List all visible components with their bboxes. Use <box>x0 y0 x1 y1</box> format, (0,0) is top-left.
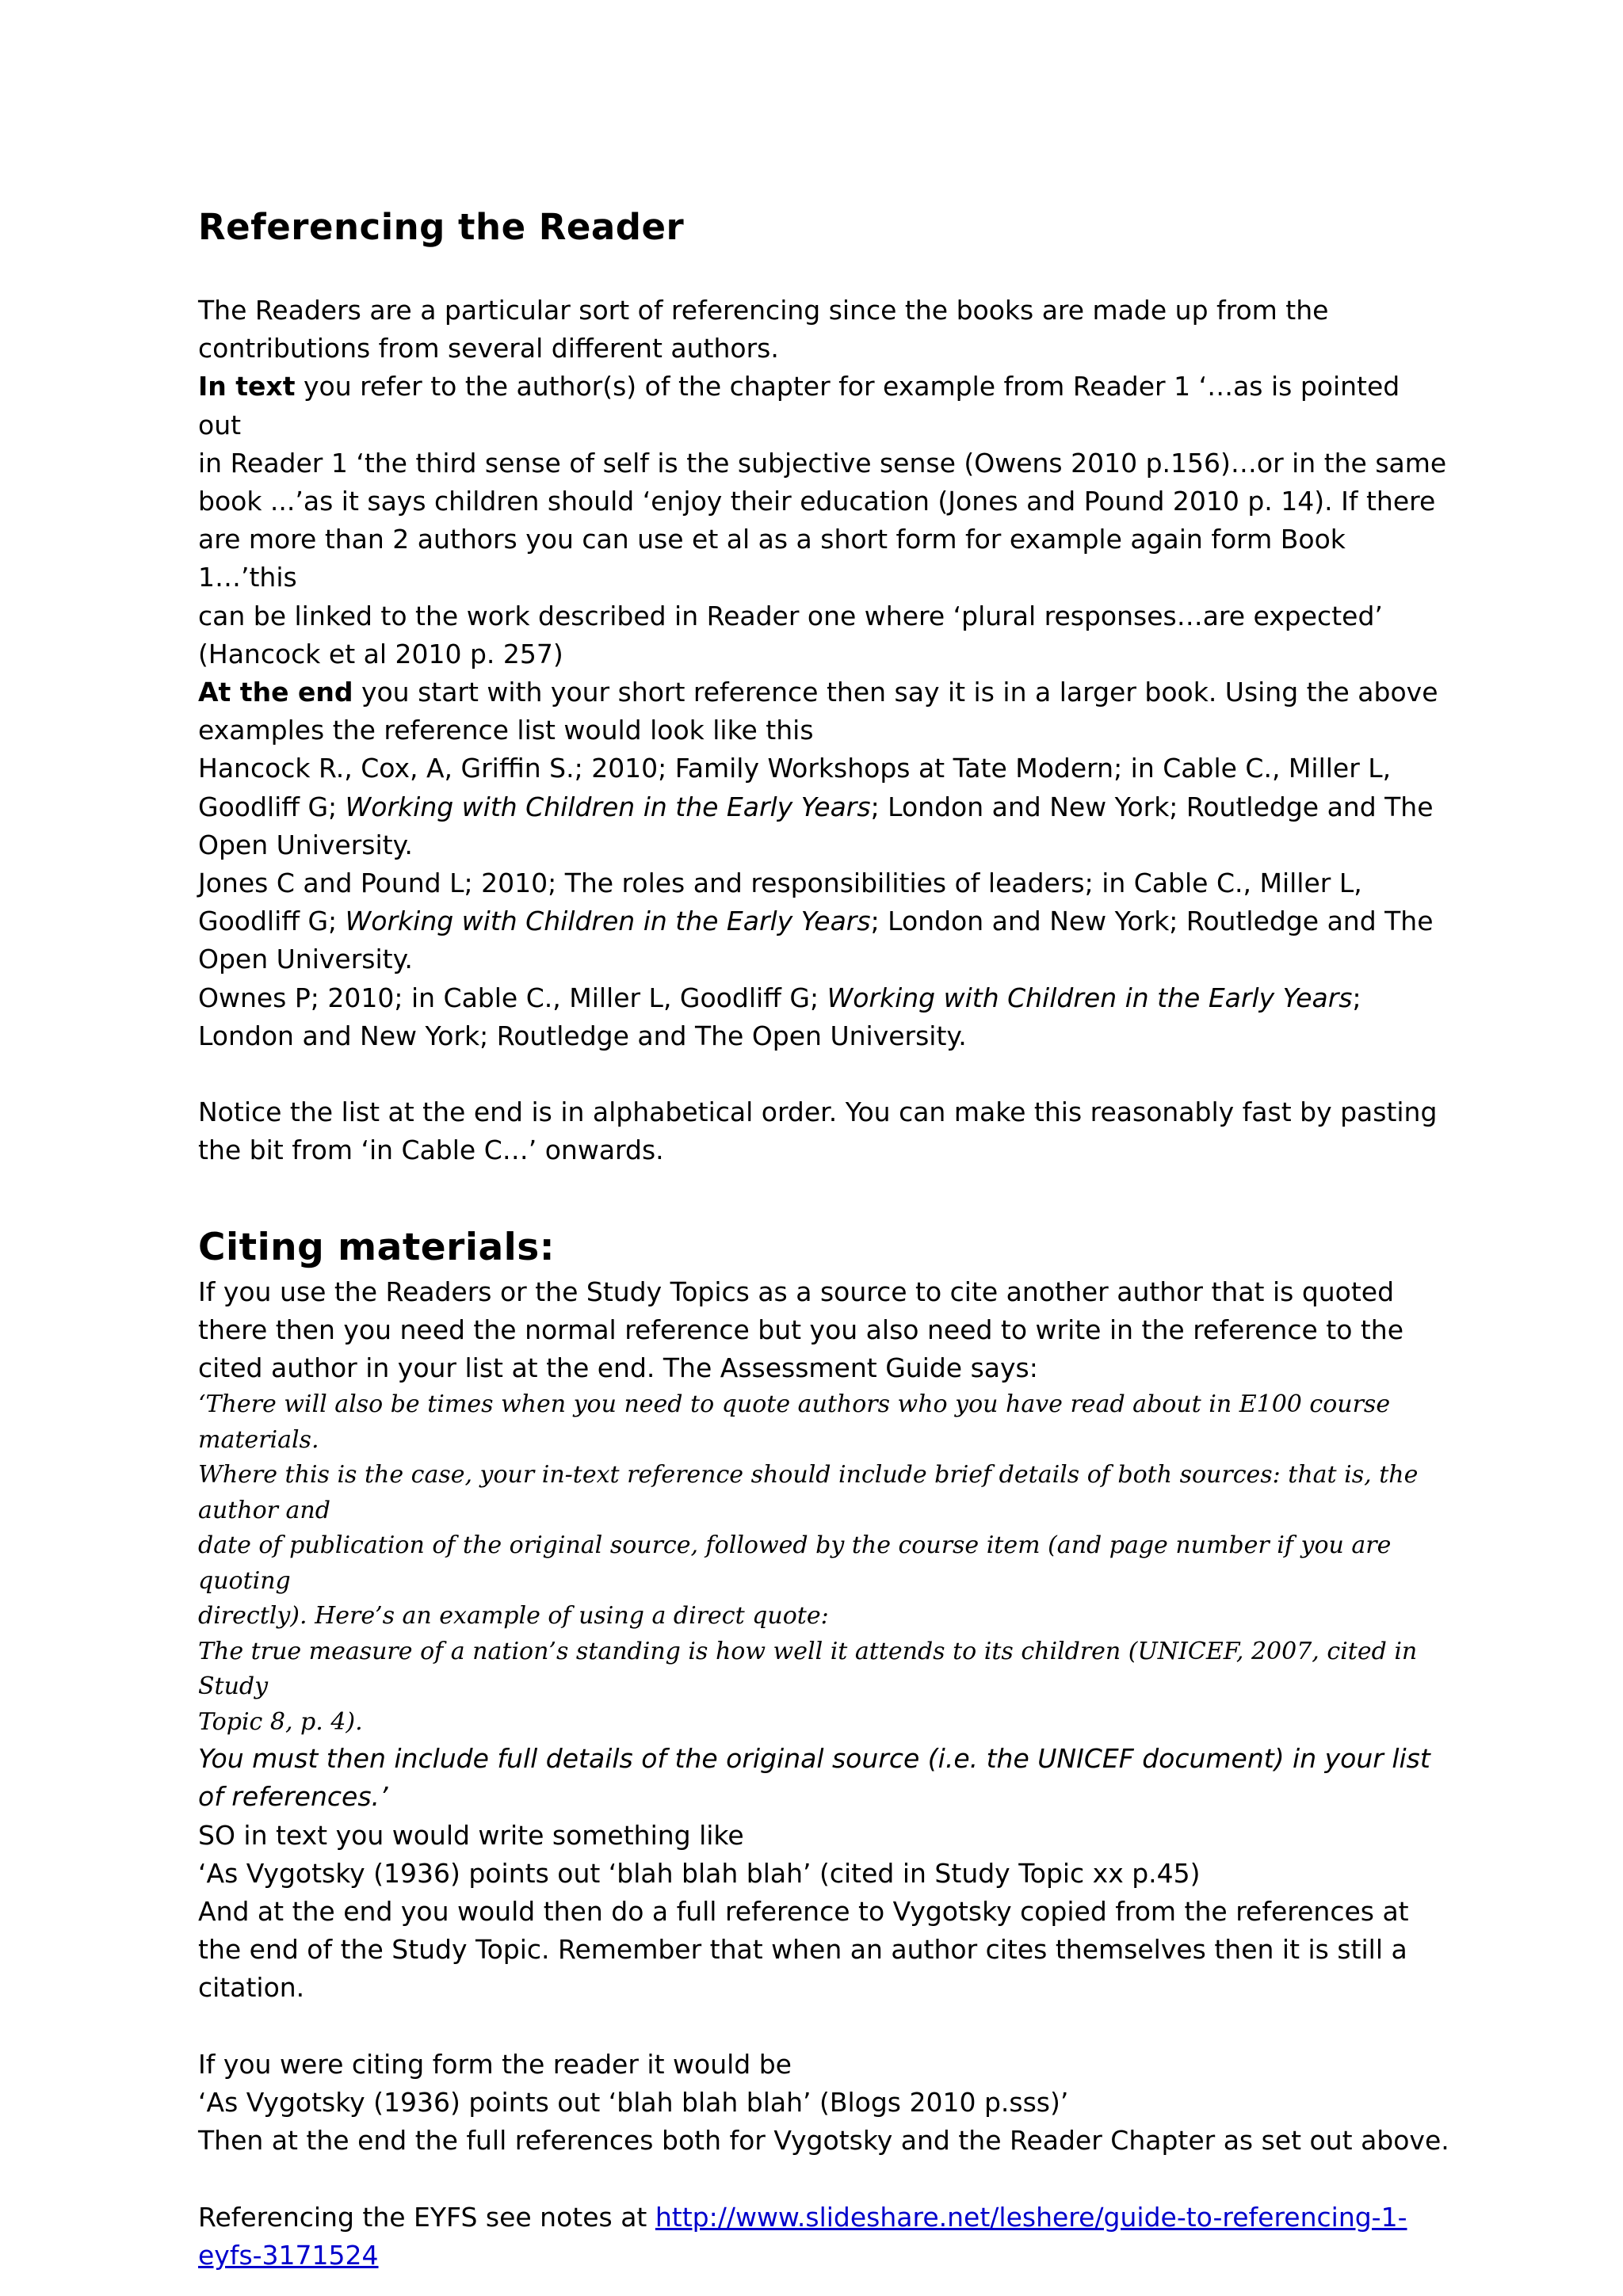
reference-book-title: Working with Children in the Early Years <box>827 982 1353 1013</box>
reference-hancock-line: Hancock R., Cox, A, Griffin S.; 2010; Family Workshops at Tate Modern; in Cable C., Miller L, <box>198 753 1392 784</box>
example-line: SO in text you would write something like <box>198 1819 744 1851</box>
in-text-label: In text <box>198 371 296 402</box>
heading-citing-materials: Citing materials: <box>198 1225 556 1269</box>
citing-intro-line: If you use the Readers or the Study Topics as a source to cite another author that is quoted <box>198 1276 1395 1307</box>
assessment-guide-quote-line: The true measure of a nation’s standing is how well it attends to its children (UNICEF, 2007, cited in Study <box>198 1637 1418 1701</box>
reader-cite-line: ‘As Vygotsky (1936) points out ‘blah blah blah’ (Blogs 2010 p.sss)’ <box>198 2087 1069 2119</box>
reference-publisher: ; London and New York; Routledge and The <box>870 791 1434 822</box>
reference-authors: Goodliff G; <box>198 791 346 822</box>
reference-book-title: Working with Children in the Early Years <box>345 791 871 822</box>
quote-italic-line: You must then include full details of the original source (i.e. the UNICEF document) in your list <box>198 1743 1430 1775</box>
reader-cite-line: Then at the end the full references both for Vygotsky and the Reader Chapter as set out above. <box>198 2125 1449 2157</box>
reference-jones-line: Jones C and Pound L; 2010; The roles and responsibilities of leaders; in Cable C., Miller L, <box>198 868 1362 899</box>
eyfs-prefix: Referencing the EYFS see notes at <box>198 2201 655 2233</box>
at-end-paragraph <box>198 673 1450 711</box>
example-line: the end of the Study Topic. Remember that when an author cites themselves then it is still a <box>198 1934 1407 1966</box>
reference-punctuation: ; <box>1352 982 1361 1013</box>
reference-hancock-line <box>198 788 1450 826</box>
in-text-line: you refer to the author(s) of the chapter for example from Reader 1 ‘…as is pointed out <box>198 371 1400 441</box>
reference-publisher: ; London and New York; Routledge and The <box>870 906 1434 937</box>
assessment-guide-quote-line: Topic 8, p. 4). <box>198 1707 363 1736</box>
reference-owens-line: London and New York; Routledge and The Open University. <box>198 1020 967 1051</box>
in-text-line: can be linked to the work described in Reader one where ‘plural responses…are expected’ <box>198 600 1383 631</box>
in-text-paragraph <box>198 368 1450 444</box>
at-end-line: you start with your short reference then say it is in a larger book. Using the above <box>353 677 1438 708</box>
example-line: citation. <box>198 1972 305 2004</box>
intro-line: The Readers are a particular sort of referencing since the books are made up from the <box>198 295 1329 326</box>
assessment-guide-quote-line: Where this is the case, your in-text reference should include brief details of both sources: that is, the author and <box>198 1461 1419 1524</box>
citing-intro-line: there then you need the normal reference but you also need to write in the reference to the <box>198 1314 1404 1345</box>
assessment-guide-quote-line: date of publication of the original source, followed by the course item (and page number if you are quoting <box>198 1531 1392 1595</box>
citing-intro-line: cited author in your list at the end. The Assessment Guide says: <box>198 1352 1038 1384</box>
in-text-line: in Reader 1 ‘the third sense of self is the subjective sense (Owens 2010 p.156)…or in the same <box>198 447 1447 479</box>
paragraph-gap <box>198 2160 1450 2198</box>
example-line: And at the end you would then do a full reference to Vygotsky copied from the references at <box>198 1896 1409 1928</box>
eyfs-line <box>198 2199 1450 2237</box>
section-gap <box>198 1170 1450 1222</box>
in-text-line: (Hancock et al 2010 p. 257) <box>198 638 563 669</box>
reference-owens-line <box>198 979 1450 1017</box>
eyfs-link-continued[interactable]: eyfs-3171524 <box>198 2239 379 2271</box>
reference-authors: Goodliff G; <box>198 906 346 937</box>
in-text-line: are more than 2 authors you can use et al as a short form for example again form Book 1…’this <box>198 524 1346 593</box>
reference-book-title: Working with Children in the Early Years <box>345 906 871 937</box>
in-text-line: book ...’as it says children should ‘enjoy their education (Jones and Pound 2010 p. 14). If there <box>198 486 1436 517</box>
reader-cite-line: If you were citing form the reader it would be <box>198 2048 792 2080</box>
eyfs-line <box>198 2237 1450 2275</box>
heading-referencing-reader: Referencing the Reader <box>198 206 685 248</box>
paragraph-gap <box>198 2008 1450 2046</box>
document-body <box>198 200 1450 2275</box>
notice-line: Notice the list at the end is in alphabetical order. You can make this reasonably fast by pasting <box>198 1097 1438 1128</box>
reference-authors: Ownes P; 2010; in Cable C., Miller L, Goodliff G; <box>198 982 827 1013</box>
assessment-guide-quote-line: ‘There will also be times when you need to quote authors who you have read about in E100 course materials. <box>198 1390 1391 1454</box>
assessment-guide-quote-line: directly). Here’s an example of using a direct quote: <box>198 1602 829 1630</box>
reference-jones-line <box>198 902 1450 940</box>
intro-line: contributions from several different authors. <box>198 333 779 364</box>
reference-hancock-line: Open University. <box>198 829 413 860</box>
at-end-label: At the end <box>198 677 353 708</box>
example-line: ‘As Vygotsky (1936) points out ‘blah blah blah’ (cited in Study Topic xx p.45) <box>198 1857 1201 1889</box>
paragraph-gap <box>198 1055 1450 1093</box>
eyfs-link[interactable]: http://www.slideshare.net/leshere/guide-to-referencing-1- <box>655 2201 1407 2233</box>
at-end-line: examples the reference list would look like this <box>198 715 814 746</box>
reference-jones-line: Open University. <box>198 944 413 975</box>
notice-line: the bit from ‘in Cable C…’ onwards. <box>198 1135 664 1166</box>
quote-italic-line: of references.’ <box>198 1781 388 1813</box>
